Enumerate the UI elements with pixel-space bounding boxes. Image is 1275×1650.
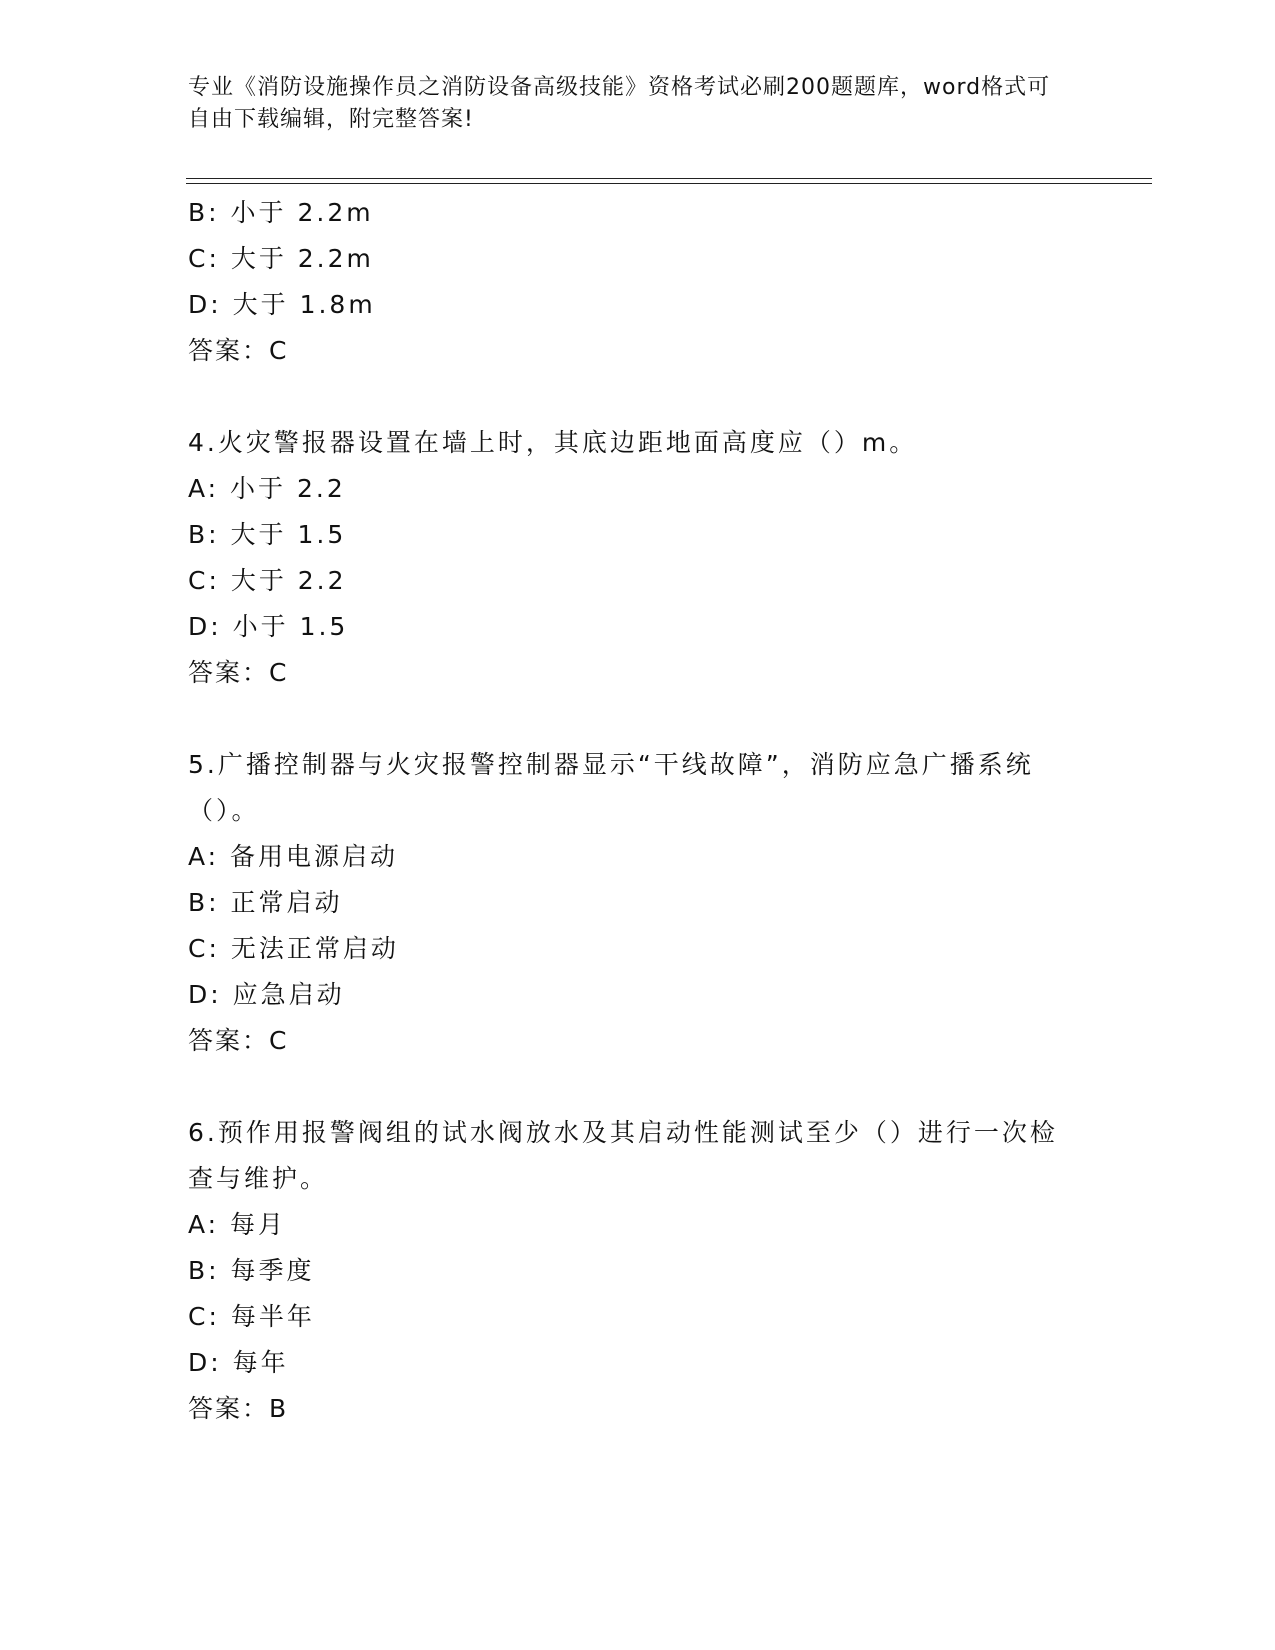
- option-a: A: 备用电源启动: [188, 842, 399, 871]
- answer: 答案：C: [188, 658, 289, 687]
- question-4: [188, 420, 1088, 696]
- question-stem: 6.预作用报警阀组的试水阀放水及其启动性能测试至少（）进行一次检查与维护。: [188, 1118, 1058, 1193]
- spacer: [188, 696, 1088, 742]
- option-b: B: 正常启动: [188, 888, 343, 917]
- header-divider-top: [186, 178, 1152, 179]
- spacer: [188, 374, 1088, 420]
- question-stem: 5.广播控制器与火灾报警控制器显示“干线故障”，消防应急广播系统（）。: [188, 750, 1034, 825]
- option-d: D: 小于 1.5: [188, 612, 349, 641]
- option-c: C: 每半年: [188, 1302, 315, 1331]
- spacer: [188, 1064, 1088, 1110]
- question-list: [188, 190, 1088, 1432]
- answer: 答案：B: [188, 1394, 289, 1423]
- option-c: C: 大于 2.2: [188, 566, 347, 595]
- option-b: B: 小于 2.2m: [188, 198, 374, 227]
- answer: 答案：C: [188, 1026, 289, 1055]
- option-d: D: 大于 1.8m: [188, 290, 376, 319]
- option-b: B: 大于 1.5: [188, 520, 347, 549]
- option-d: D: 每年: [188, 1348, 289, 1377]
- question-stem: 4.火灾警报器设置在墙上时，其底边距地面高度应（）m。: [188, 428, 918, 457]
- option-c: C: 无法正常启动: [188, 934, 399, 963]
- header-divider-bottom: [186, 183, 1152, 184]
- document-header: 专业《消防设施操作员之消防设备高级技能》资格考试必刷200题题库，word格式可自由下载编辑，附完整答案!: [188, 75, 1051, 132]
- option-a: A: 小于 2.2: [188, 474, 346, 503]
- option-d: D: 应急启动: [188, 980, 345, 1009]
- question-3-continued: [188, 190, 1088, 374]
- option-a: A: 每月: [188, 1210, 287, 1239]
- question-6: [188, 1110, 1088, 1432]
- question-5: [188, 742, 1088, 1064]
- answer: 答案：C: [188, 336, 289, 365]
- option-b: B: 每季度: [188, 1256, 315, 1285]
- option-c: C: 大于 2.2m: [188, 244, 374, 273]
